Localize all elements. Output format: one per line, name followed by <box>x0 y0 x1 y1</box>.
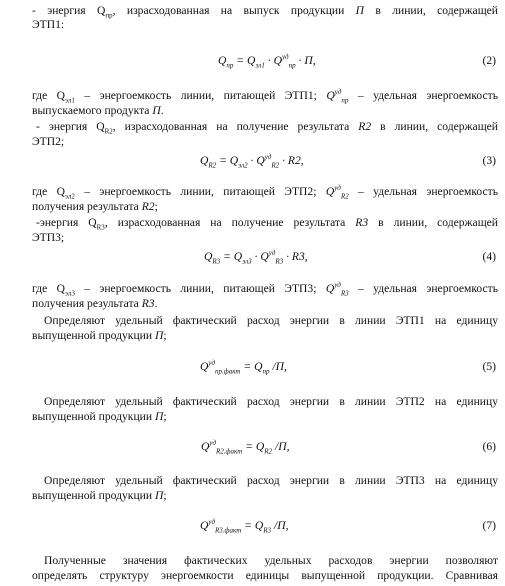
equation-3 <box>0 152 505 170</box>
text-line-10: ЭТП3; <box>32 231 65 244</box>
text-line-9: -энергия $Q_{R3}$, израсходованная на получение результата R3 в линии, содержащей <box>36 216 498 232</box>
equation-6-number: (6) <box>482 440 496 453</box>
paragraph-4-line-2: определять структуру энергоемкости единицы выпущенной продукции. Сравнивая <box>32 569 498 582</box>
text-line-3: где $Q_{эл1}$ – энергоемкость линии, питающей ЭТП1; $Q^{уд}_{пр}$ – удельная энергоемкость <box>32 88 499 105</box>
equation-5-formula: $Q^{уд}_{пр.факт} = Q_{пр}$ /П, <box>200 359 287 376</box>
equation-2-number: (2) <box>482 54 496 67</box>
text-line-7: где $Q_{эл2}$ – энергоемкость линии, питающей ЭТП2; $Q^{уд}_{R2}$ – удельная энергоемкость <box>32 184 499 201</box>
equation-2-formula: $Q_{пр} = Q_{эл1} \cdot Q^{уд}_{пр} \cdot П$, <box>218 53 316 70</box>
equation-4-formula: $Q_{R3} = Q_{эл3} \cdot Q^{уд}_{R3} \cdot R3$, <box>204 249 308 266</box>
paragraph-2-line-2: выпущенной продукции П; <box>32 410 167 423</box>
text-line-4: выпускаемого продукта П. <box>32 104 164 117</box>
equation-3-number: (3) <box>482 154 496 167</box>
text-line-2: ЭТП1: <box>32 18 65 31</box>
paragraph-3-line-1: Определяют удельный фактический расход энергии в линии ЭТП3 на единицу <box>44 474 498 487</box>
equation-4-number: (4) <box>482 250 496 263</box>
equation-5-number: (5) <box>482 360 496 373</box>
equation-6 <box>0 438 505 456</box>
text-line-11: где $Q_{эл3}$ – энергоемкость линии, питающей ЭТП3; $Q^{уд}_{R3}$ – удельная энергоемкость <box>32 281 499 298</box>
equation-7-formula: $Q^{уд}_{R3.факт} = Q_{R3}$ /П, <box>200 518 289 535</box>
paragraph-3-line-2: выпущенной продукции П; <box>32 489 167 502</box>
equation-2 <box>0 52 505 70</box>
text-line-12: получения результата R3. <box>32 297 158 310</box>
equation-5 <box>0 358 505 376</box>
text-line-8: получения результата R2; <box>32 200 158 213</box>
equation-7 <box>0 517 505 535</box>
paragraph-4-line-1: Полученные значения фактических удельных расходов энергии позволяют <box>44 554 498 567</box>
equation-4 <box>0 248 505 266</box>
paragraph-2-line-1: Определяют удельный фактический расход энергии в линии ЭТП2 на единицу <box>44 395 498 408</box>
text-line-1: - энергия $Q_{пр}$, израсходованная на выпуск продукции П в линии, содержащей <box>32 4 498 20</box>
equation-3-formula: $Q_{R2} = Q_{эл2} \cdot Q^{уд}_{R2} \cdot R2$, <box>200 153 304 170</box>
equation-6-formula: $Q^{уд}_{R2.факт} = Q_{R2}$ /П, <box>201 439 290 456</box>
paragraph-1-line-1: Определяют удельный фактический расход энергии в линии ЭТП1 на единицу <box>44 314 498 327</box>
text-line-6: ЭТП2; <box>32 135 65 148</box>
paragraph-1-line-2: выпущенной продукции П; <box>32 329 167 342</box>
equation-7-number: (7) <box>482 519 496 532</box>
text-line-5: - энергия $Q_{R2}$, израсходованная на получение результата R2 в линии, содержащей <box>36 120 498 136</box>
